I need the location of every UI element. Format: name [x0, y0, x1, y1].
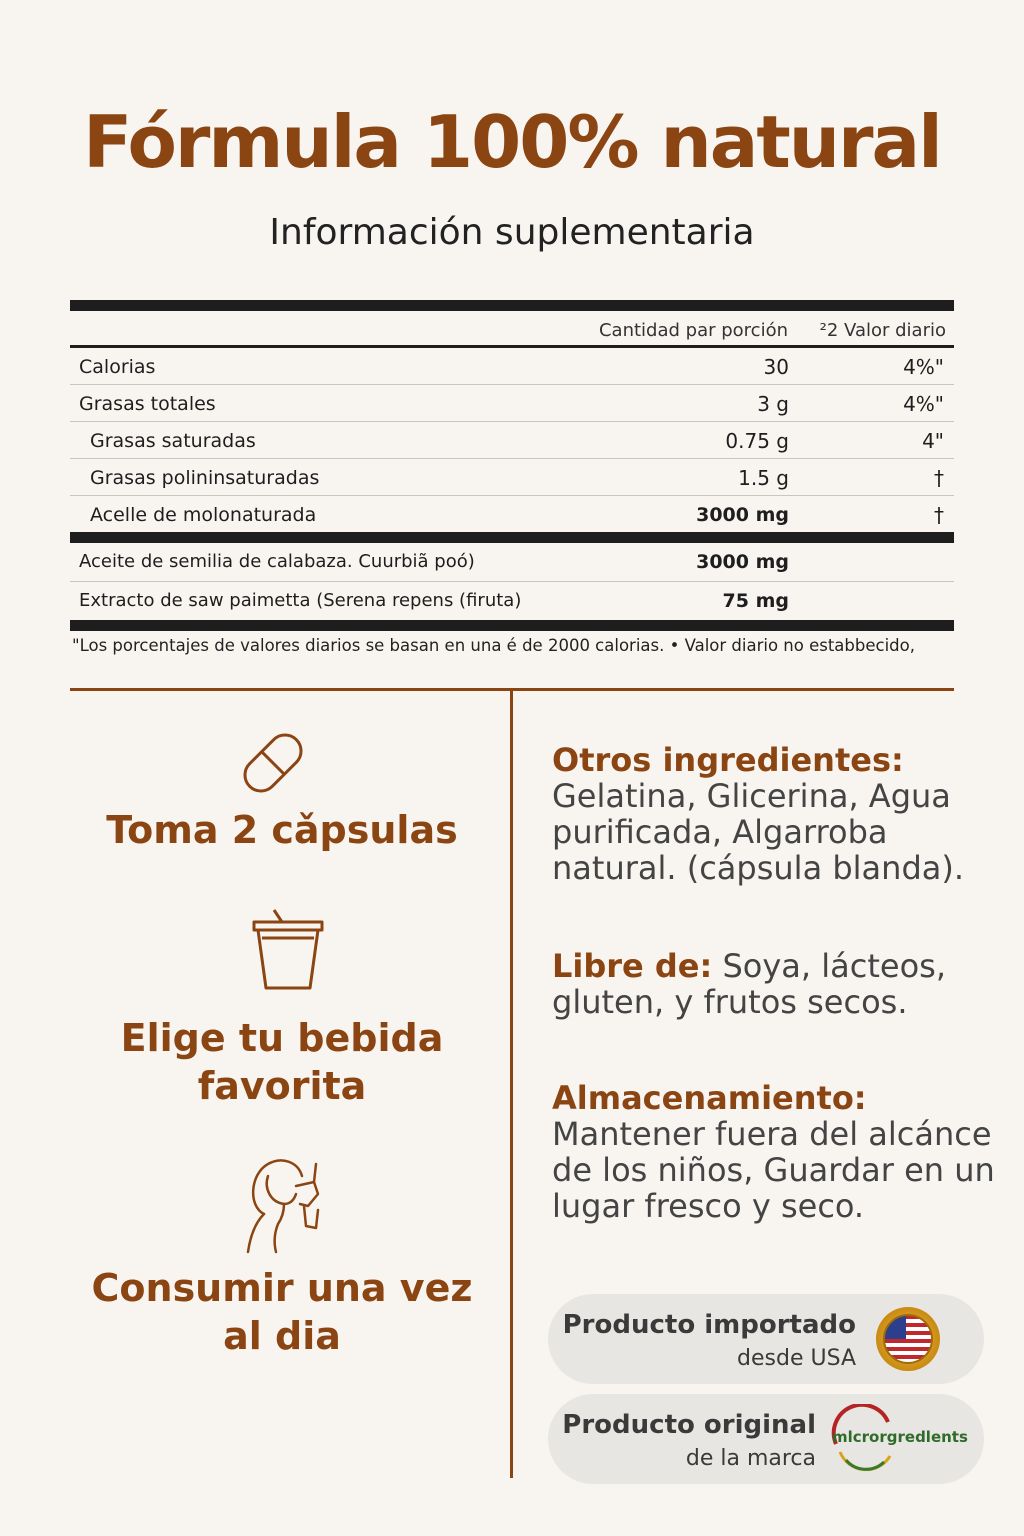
section-divider-vertical [510, 688, 513, 1478]
table-row [70, 543, 954, 582]
woman-drinking-icon [234, 1154, 334, 1254]
row-name: Grasas saturadas [90, 430, 256, 452]
brand-logo [826, 1404, 974, 1474]
row-daily: 4%" [903, 355, 944, 379]
row-amount: 3 g [757, 392, 789, 416]
imported-line2: desde USA [737, 1346, 856, 1371]
free-from-label: Libre de: [552, 947, 713, 985]
header-amount: Cantidad par porción [598, 320, 788, 341]
storage-text: Mantener fuera del alcánce de los niños, Guardar en un lugar fresco y seco. [552, 1115, 995, 1225]
row-amount: 0.75 g [725, 429, 789, 453]
other-ingredients [552, 742, 1002, 886]
storage-label: Almacenamiento: [552, 1079, 867, 1117]
step-choose-drink [70, 1014, 494, 1110]
table-row [70, 385, 954, 422]
step-consume-daily-line1: Consumir una vez [91, 1266, 473, 1310]
step-choose-drink-line1: Elige tu bebida [120, 1016, 444, 1060]
row-daily: 4" [922, 429, 944, 453]
step-consume-daily-line2: al dia [223, 1314, 341, 1358]
row-daily: † [934, 503, 944, 527]
page-subtitle: Información suplementaria [269, 212, 755, 253]
table-header [70, 311, 954, 348]
row-name: Aceite de semilia de calabaza. Cuurbiã poó) [79, 551, 475, 572]
row-amount: 75 mg [722, 590, 789, 612]
step-choose-drink-line2: favorita [197, 1064, 367, 1108]
free-from-text: Soya, lácteos, gluten, y frutos secos. [552, 947, 946, 1021]
table-row [70, 422, 954, 459]
original-brand-badge [548, 1394, 984, 1484]
row-amount: 3000 mg [696, 504, 789, 526]
row-name: Acelle de molonaturada [90, 504, 317, 526]
row-daily: † [934, 466, 944, 490]
table-row [70, 348, 954, 385]
table-footnote: "Los porcentajes de valores diarios se basan en una é de 2000 calorias. • Valor diario no estabbecido, [72, 636, 915, 655]
original-line1: Producto original [562, 1410, 816, 1440]
row-name: Extracto de saw paimetta (Serena repens (firuta) [79, 590, 522, 611]
table-row [70, 459, 954, 496]
row-name: Grasas totales [79, 393, 216, 415]
table-row [70, 496, 954, 543]
supplement-facts-table [70, 300, 954, 631]
other-ingredients-label: Otros ingredientes: [552, 741, 904, 779]
table-row [70, 582, 954, 631]
storage [552, 1080, 1002, 1224]
step-take-capsules: Toma 2 cǎpsulas [106, 808, 458, 852]
row-name: Grasas polininsaturadas [90, 467, 320, 489]
free-from [552, 948, 1002, 1020]
usa-flag-icon [876, 1307, 940, 1371]
page-title: Fórmula 100% natural [83, 100, 941, 184]
brand-name: mlcrorgredlents [832, 1428, 968, 1446]
header-daily-value: ²2 Valor diario [819, 320, 946, 341]
row-amount: 3000 mg [696, 551, 789, 573]
row-daily: 4%" [903, 392, 944, 416]
row-name: Calorias [79, 356, 156, 378]
imported-badge [548, 1294, 984, 1384]
row-amount: 1.5 g [738, 466, 789, 490]
capsule-icon [236, 726, 310, 800]
imported-line1: Producto importado [562, 1310, 856, 1340]
row-amount: 30 [763, 355, 789, 379]
original-line2: de la marca [685, 1446, 816, 1471]
cup-icon [252, 908, 324, 992]
other-ingredients-text: Gelatina, Glicerina, Agua purificada, Algarroba natural. (cápsula blanda). [552, 777, 965, 887]
step-consume-daily [70, 1264, 494, 1360]
